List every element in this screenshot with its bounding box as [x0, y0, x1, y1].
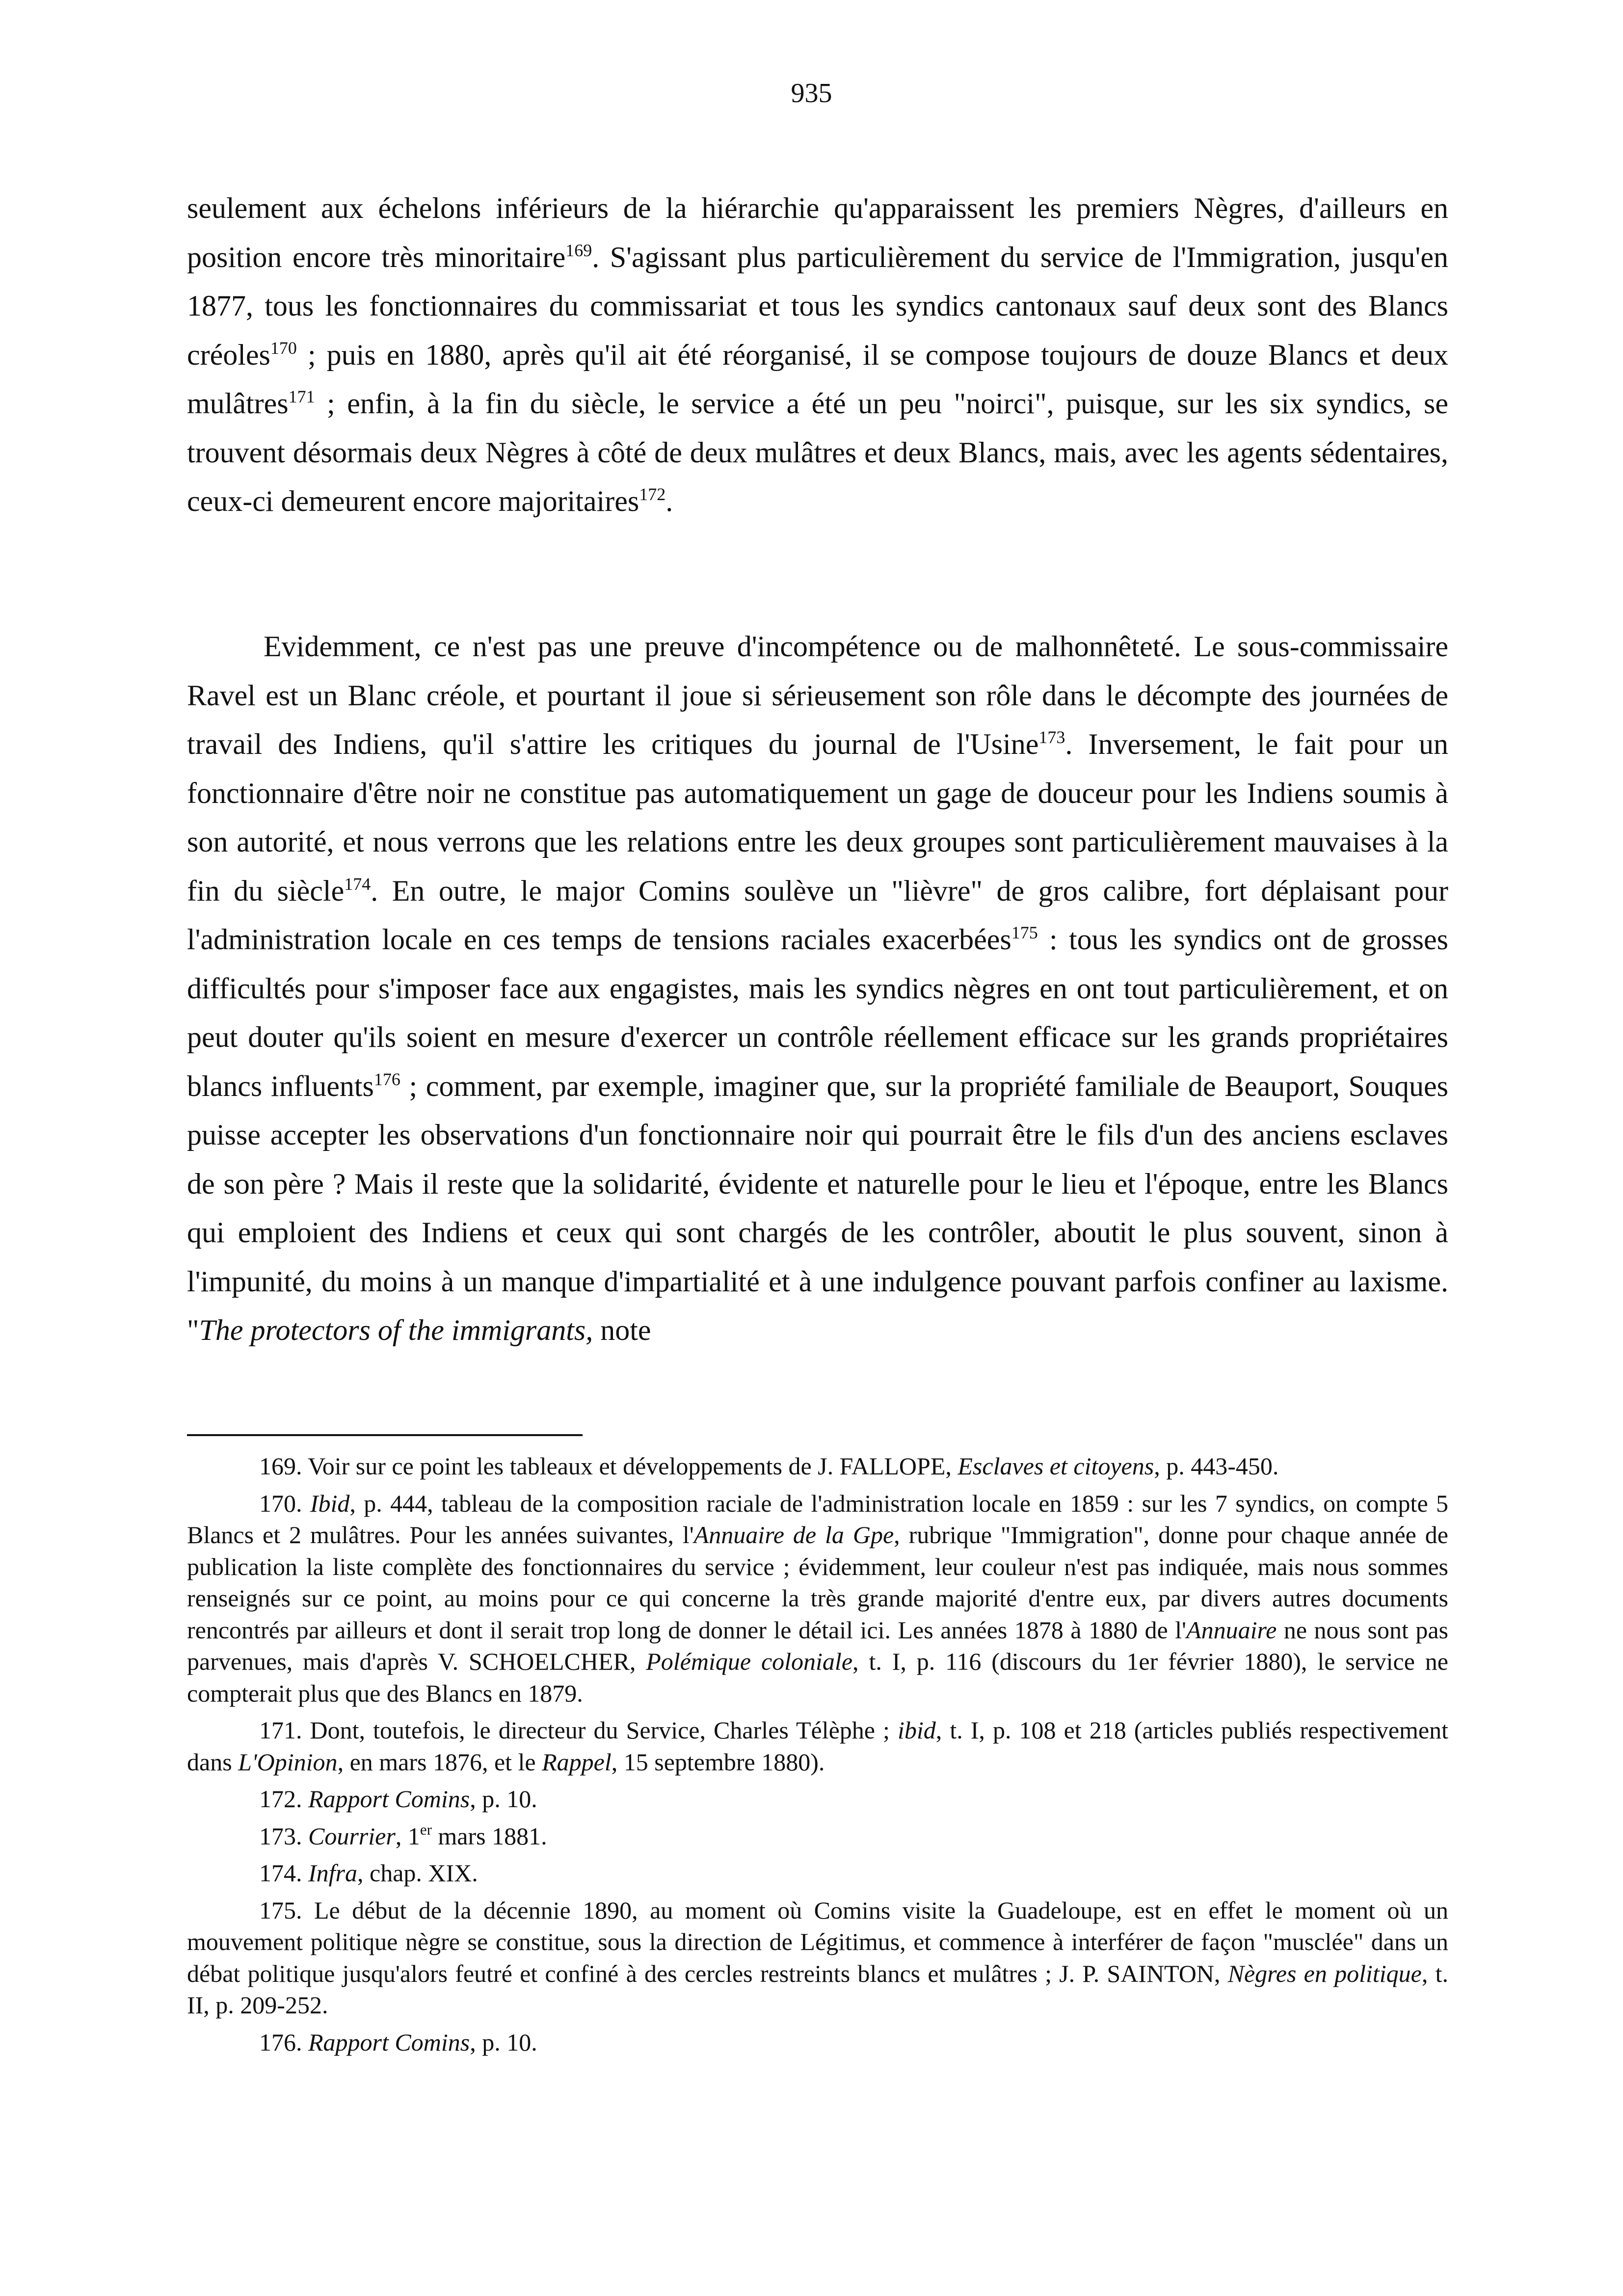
italic-title: Nègres en politique: [1227, 1959, 1422, 1987]
footnote-ref-174[interactable]: 174: [344, 874, 371, 894]
footnote-176: [187, 2027, 1448, 2058]
text-run: ; puis en 1880, après qu'il ait été réorganisé, il se compose toujours de douze Blancs et deux mulâtres: [187, 338, 1448, 420]
footnote-170: [187, 1488, 1448, 1709]
text-run: , p. 10.: [470, 1785, 537, 1813]
italic-title: Rappel: [542, 1748, 612, 1776]
text-run: , 1: [395, 1822, 420, 1850]
ordinal-superscript: er: [420, 1820, 432, 1838]
footnotes: [187, 1450, 1448, 2063]
footnote-ref-170[interactable]: 170: [270, 338, 297, 358]
italic-title: Rapport Comins: [308, 1785, 470, 1813]
text-run: 169. Voir sur ce point les tableaux et développements de J. FALLOPE,: [259, 1452, 958, 1480]
text-run: : tous les syndics ont de grosses difficultés pour s'imposer face aux engagistes, mais les syndics nègres en ont tout particulièrement, et on peut douter qu'ils soient en mesure d'exercer un contrôle réellement efficace sur les grands propriétaires blancs influents: [187, 923, 1448, 1102]
text-run: , p. 443-450.: [1154, 1452, 1279, 1480]
footnote-ref-173[interactable]: 173: [1038, 727, 1065, 747]
text-run: 170.: [259, 1489, 310, 1517]
italic-title: ibid: [897, 1716, 936, 1744]
text-run: seulement aux échelons inférieurs de la hiérarchie qu'apparaissent les premiers Nègres, d'ailleurs en position encore très minoritaire: [187, 192, 1448, 273]
footnote-172: [187, 1783, 1448, 1815]
italic-quote: The protectors of the immigrants,: [199, 1314, 593, 1346]
italic-title: Ibid: [310, 1489, 350, 1517]
text-run: . En outre, le major Comins soulève un "lièvre" de gros calibre, fort déplaisant pour l'administration locale en ces temps de tensions raciales exacerbées: [187, 874, 1448, 956]
footnote-171: [187, 1714, 1448, 1778]
footnote-173: [187, 1820, 1448, 1852]
italic-title: Rapport Comins: [308, 2028, 470, 2056]
footnote-ref-171[interactable]: 171: [288, 387, 315, 406]
body-paragraph-2: [187, 622, 1448, 1355]
text-run: 171. Dont, toutefois, le directeur du Service, Charles Télèphe ;: [259, 1716, 898, 1744]
text-run: , p. 10.: [470, 2028, 537, 2056]
footnote-174: [187, 1857, 1448, 1889]
text-run: 172.: [259, 1785, 308, 1813]
footnote-ref-175[interactable]: 175: [1011, 923, 1038, 942]
italic-title: Polémique coloniale: [646, 1648, 853, 1675]
italic-title: L'Opinion: [238, 1748, 338, 1776]
text-run: , t. I, p. 116 (discours du 1er février 1880), le service ne compterait plus que des Blancs en 1879.: [187, 1648, 1448, 1707]
italic-title: Annuaire: [1186, 1616, 1277, 1644]
footnote-169: [187, 1450, 1448, 1482]
footnote-ref-172[interactable]: 172: [639, 484, 666, 504]
text-run: , en mars 1876, et le: [337, 1748, 542, 1776]
text-run: Evidemment, ce n'est pas une preuve d'incompétence ou de malhonnêteté. Le sous-commissaire Ravel est un Blanc créole, et pourtant il joue si sérieusement son rôle dans le décompte des journées de travail des Indiens, qu'il s'attire les critiques du journal de l'Usine: [187, 630, 1448, 760]
text-run: , chap. XIX.: [357, 1859, 478, 1887]
text-run: , p. 444, tableau de la composition raciale de l'administration locale en 1859 : sur les 7 syndics, on compte 5 Blancs et 2 mulâtres. Pour les années suivantes, l': [187, 1489, 1448, 1548]
page-number: 935: [791, 78, 832, 108]
text-run: note: [593, 1314, 651, 1346]
text-run: 174.: [259, 1859, 308, 1887]
text-run: . Inversement, le fait pour un fonctionnaire d'être noir ne constitue pas automatiquement un gage de douceur pour les Indiens soumis à son autorité, et nous verrons que les relations entre les deux groupes sont particulièrement mauvaises à la fin du siècle: [187, 728, 1448, 907]
text-run: ne nous sont pas parvenues, mais d'après V. SCHOELCHER,: [187, 1616, 1449, 1675]
italic-title: Infra: [308, 1859, 357, 1887]
footnote-ref-176[interactable]: 176: [373, 1069, 400, 1089]
text-run: . S'agissant plus particulièrement du service de l'Immigration, jusqu'en 1877, tous les fonctionnaires du commissariat et tous les syndics cantonaux sauf deux sont des Blancs créoles: [187, 240, 1448, 371]
text-run: 175. Le début de la décennie 1890, au moment où Comins visite la Guadeloupe, est en effet le moment où un mouvement politique nègre se constitue, sous la direction de Légitimus, et commence à interférer de façon "musclée" dans un débat politique jusqu'alors feutré et confiné à des cercles restreints blancs et mulâtres ; J. P. SAINTON,: [187, 1896, 1448, 1987]
text-run: 173.: [259, 1822, 308, 1850]
footnote-ref-169[interactable]: 169: [565, 240, 592, 260]
italic-title: Annuaire de la Gpe: [693, 1521, 894, 1548]
footnote-175: [187, 1895, 1448, 2021]
text-run: , 15 septembre 1880).: [611, 1748, 825, 1776]
text-run: , t. II, p. 209-252.: [187, 1959, 1448, 2019]
text-run: , rubrique "Immigration", donne pour chaque année de publication la liste complète des fonctionnaires du service ; évidemment, leur couleur n'est pas indiquée, mais nous sommes renseignés sur ce point, au moins pour ce qui concerne la très grande majorité d'entre eux, par divers autres documents rencontrés par ailleurs et dont il serait trop long de donner le détail ici. Les années 1878 à 1880 de l': [187, 1521, 1448, 1644]
body-paragraph-1: [187, 184, 1448, 526]
text-run: .: [665, 485, 673, 517]
text-run: ; enfin, à la fin du siècle, le service a été un peu "noirci", puisque, sur les six syndics, se trouvent désormais deux Nègres à côté de deux mulâtres et deux Blancs, mais, avec les agents sédentaires, ceux-ci demeurent encore majoritaires: [187, 387, 1448, 517]
text-run: ; comment, par exemple, imaginer que, sur la propriété familiale de Beauport, Souques puisse accepter les observations d'un fonctionnaire noir qui pourrait être le fils d'un des anciens esclaves de son père ? Mais il reste que la solidarité, évidente et naturelle pour le lieu et l'époque, entre les Blancs qui emploient des Indiens et ceux qui sont chargés de les contrôler, aboutit le plus souvent, sinon à l'impunité, du moins à un manque d'impartialité et à une indulgence pouvant parfois confiner au laxisme. ": [187, 1069, 1448, 1346]
text-run: 176.: [259, 2028, 308, 2056]
text-run: mars 1881.: [431, 1822, 547, 1850]
italic-title: Esclaves et citoyens: [958, 1452, 1154, 1480]
italic-title: Courrier: [308, 1822, 396, 1850]
text-run: , t. I, p. 108 et 218 (articles publiés respectivement dans: [187, 1716, 1448, 1776]
footnote-separator: [187, 1434, 583, 1436]
